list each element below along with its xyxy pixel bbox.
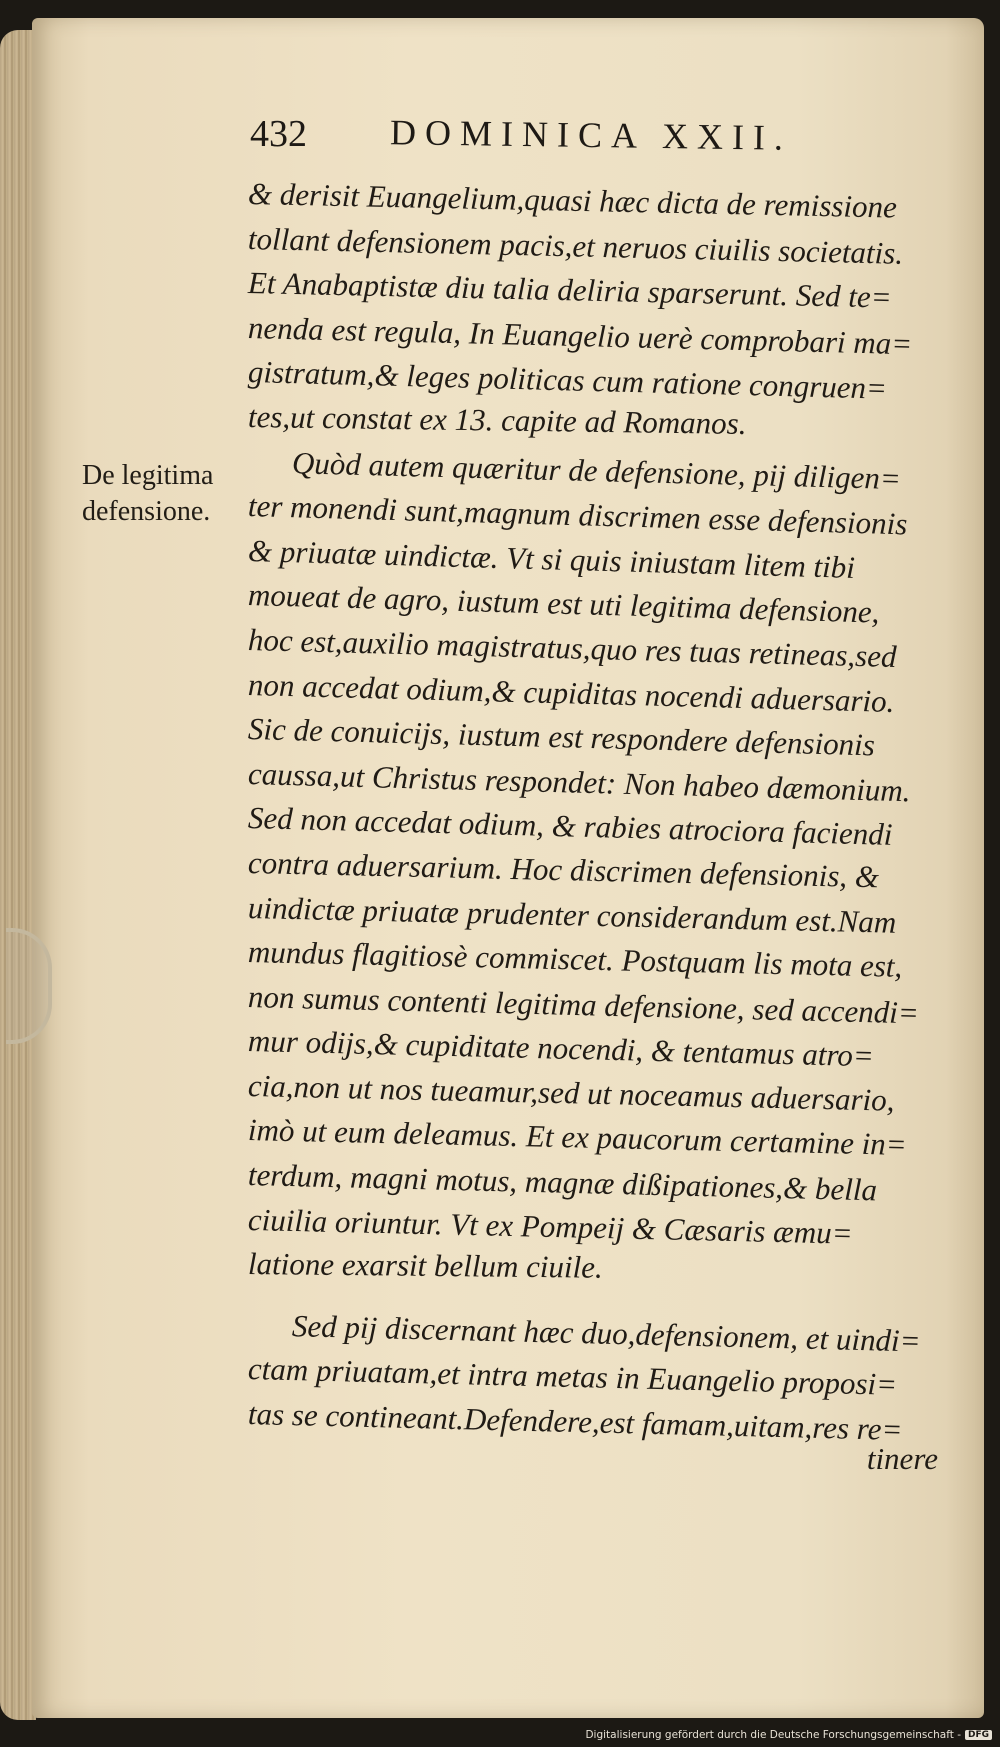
text-line: & derisit Euangelium,quasi hæc dicta de remissione <box>247 176 898 225</box>
body-text <box>248 172 938 1481</box>
text-line: Et Anabaptistæ diu talia deliria sparserunt. Sed te= <box>247 265 893 315</box>
text-line: moueat de agro, iustum est uti legitima defensione, <box>247 577 880 630</box>
text-line: Sic de conuicijs, iustum est respondere defensionis <box>247 711 876 763</box>
text-line: Sed pij discernant hæc duo,defensionem, et uindi= <box>291 1307 922 1359</box>
text-line: non accedat odium,& cupiditas nocendi aduersario. <box>247 666 895 719</box>
text-line: contra aduersarium. Hoc discrimen defensionis, & <box>247 844 880 895</box>
credit-text: Digitalisierung gefördert durch die Deutsche Forschungsgemeinschaft - <box>585 1729 961 1741</box>
text-line: mur odijs,& cupiditate nocendi, & tentamus atro= <box>247 1023 875 1074</box>
text-line: uindictæ priuatæ prudenter considerandum est.Nam <box>247 889 897 940</box>
text-line: hoc est,auxilio magistratus,quo res tuas retineas,sed <box>247 621 897 674</box>
page-header <box>250 112 890 162</box>
margin-note <box>82 458 252 530</box>
text-line: ciuilia oriuntur. Vt ex Pompeij & Cæsaris æmu= <box>247 1201 854 1251</box>
running-title: DOMINICA XXII. <box>389 112 793 158</box>
text-line: tollant defensionem pacis,et neruos ciuilis societatis. <box>247 220 904 271</box>
text-line: latione exarsit bellum ciuile. <box>247 1246 603 1285</box>
text-line: Quòd autem quæritur de defensione, pij diligen= <box>291 444 902 496</box>
text-line: & priuatæ uindictæ. Vt si quis iniustam litem tibi <box>247 532 856 585</box>
book-page-edges <box>0 30 36 1720</box>
text-line: gistratum,& leges politicas cum ratione congruen= <box>247 354 888 407</box>
text-line: ctam priuatam,et intra metas in Euangelio proposi= <box>247 1351 898 1403</box>
page-number: 432 <box>250 113 307 155</box>
text-line: nenda est regula, In Euangelio uerè comprobari ma= <box>247 309 913 362</box>
text-line: Sed non accedat odium, & rabies atrociora faciendi <box>247 800 893 853</box>
dfg-logo: DFG <box>965 1730 992 1740</box>
text-line: non sumus contenti legitima defensione, sed accendi= <box>247 978 920 1031</box>
margin-note-line: De legitima <box>82 460 214 491</box>
catchword: tinere <box>866 1440 938 1476</box>
text-line: imò ut eum deleamus. Et ex paucorum certamine in= <box>247 1112 908 1163</box>
digitization-credit <box>585 1729 992 1741</box>
text-line: tas se contineant.Defendere,est famam,uitam,res re= <box>247 1396 903 1448</box>
text-line: cia,non ut nos tueamur,sed ut noceamus aduersario, <box>247 1067 895 1118</box>
text-line: mundus flagitiosè commiscet. Postquam lis mota est, <box>247 934 903 984</box>
margin-note-line: defensione. <box>82 496 211 527</box>
text-line: tes,ut constat ex 13. capite ad Romanos. <box>247 398 747 441</box>
text-line: terdum, magni motus, magnæ dißipationes,& bella <box>247 1157 878 1208</box>
text-line: caussa,ut Christus respondet: Non habeo dæmonium. <box>247 755 912 809</box>
text-line: ter monendi sunt,magnum discrimen esse defensionis <box>247 488 908 542</box>
